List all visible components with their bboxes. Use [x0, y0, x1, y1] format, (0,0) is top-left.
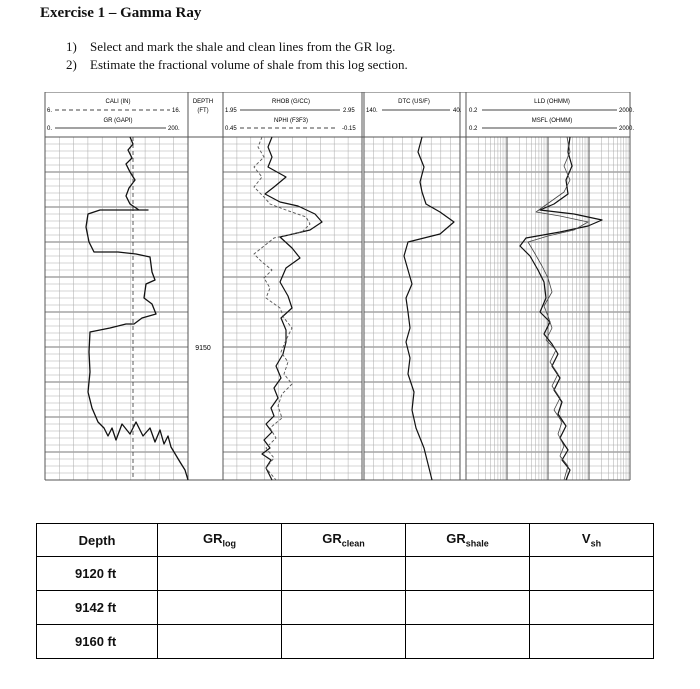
- gr-log-cell[interactable]: [158, 625, 282, 659]
- header-depth: Depth: [37, 524, 158, 557]
- nphi-max: -0.15: [342, 126, 356, 132]
- gr-header: GR (GAPI): [103, 118, 133, 124]
- lld-header: LLD (OHMM): [534, 99, 570, 105]
- depth-cell: 9142 ft: [37, 591, 158, 625]
- gr-shale-cell[interactable]: [406, 557, 530, 591]
- msfl-min: 0.2: [469, 126, 478, 132]
- instruction-item: 2) Estimate the fractional volume of shale from this log section.: [66, 57, 408, 72]
- instruction-list: [66, 38, 408, 74]
- msfl-curve: [528, 137, 588, 480]
- gr-log-cell[interactable]: [158, 591, 282, 625]
- instruction-text: Select and mark the shale and clean lines from the GR log.: [90, 39, 396, 54]
- vsh-cell[interactable]: [530, 557, 654, 591]
- rhob-header: RHOB (G/CC): [272, 99, 310, 105]
- well-log-figure: [40, 92, 640, 484]
- cali-min: 6.: [47, 108, 53, 114]
- depth-cell: 9160 ft: [37, 625, 158, 659]
- gr-min: 0.: [47, 126, 53, 132]
- cali-header: CALI (IN): [105, 99, 131, 105]
- nphi-header: NPHI (F3F3): [273, 118, 309, 124]
- depth-header: DEPTH: [192, 99, 214, 105]
- cali-max: 16.: [172, 108, 181, 114]
- lld-min: 0.2: [469, 108, 478, 114]
- table-row: [37, 625, 654, 659]
- rhob-max: 2.95: [343, 108, 355, 114]
- exercise-title: Exercise 1 – Gamma Ray: [40, 5, 202, 21]
- dtc-max: 40.: [453, 108, 462, 114]
- nphi-min: 0.45: [225, 126, 237, 132]
- instruction-item: 1) Select and mark the shale and clean lines from the GR log.: [66, 39, 396, 54]
- gr-clean-cell[interactable]: [282, 625, 406, 659]
- msfl-header: MSFL (OHMM): [531, 118, 573, 124]
- gr-shale-cell[interactable]: [406, 625, 530, 659]
- depth-cell: 9120 ft: [37, 557, 158, 591]
- gr-max: 200.: [168, 126, 180, 132]
- dtc-header: DTC (US/F): [398, 99, 430, 105]
- nphi-curve: [254, 137, 310, 480]
- depth-unit: (FT): [197, 108, 209, 114]
- gr-clean-cell[interactable]: [282, 557, 406, 591]
- log-curves: [86, 137, 602, 480]
- gr-curve: [86, 137, 188, 480]
- header-gr-log: $GR_{log}$: [158, 524, 282, 557]
- header-vsh: $V_{sh}$: [530, 524, 654, 557]
- gamma-ray-table: [36, 523, 654, 659]
- dtc-min: 140.: [366, 108, 378, 114]
- gr-clean-cell[interactable]: [282, 591, 406, 625]
- header-gr-shale: $GR_{shale}$: [406, 524, 530, 557]
- dtc-curve: [404, 137, 454, 480]
- rhob-min: 1.95: [225, 108, 237, 114]
- vsh-cell[interactable]: [530, 591, 654, 625]
- table-row: [37, 557, 654, 591]
- msfl-max: 2000.: [619, 126, 635, 132]
- header-gr-clean: $GR_{clean}$: [282, 524, 406, 557]
- gr-shale-cell[interactable]: [406, 591, 530, 625]
- table-header-row: [37, 524, 654, 557]
- lld-max: 2000.: [619, 108, 635, 114]
- gr-log-cell[interactable]: [158, 557, 282, 591]
- depth-label: 9150: [195, 345, 211, 352]
- vsh-cell[interactable]: [530, 625, 654, 659]
- instruction-text: Estimate the fractional volume of shale from this log section.: [90, 57, 408, 72]
- lld-curve: [520, 137, 602, 480]
- rhob-curve: [262, 137, 322, 480]
- table-row: [37, 591, 654, 625]
